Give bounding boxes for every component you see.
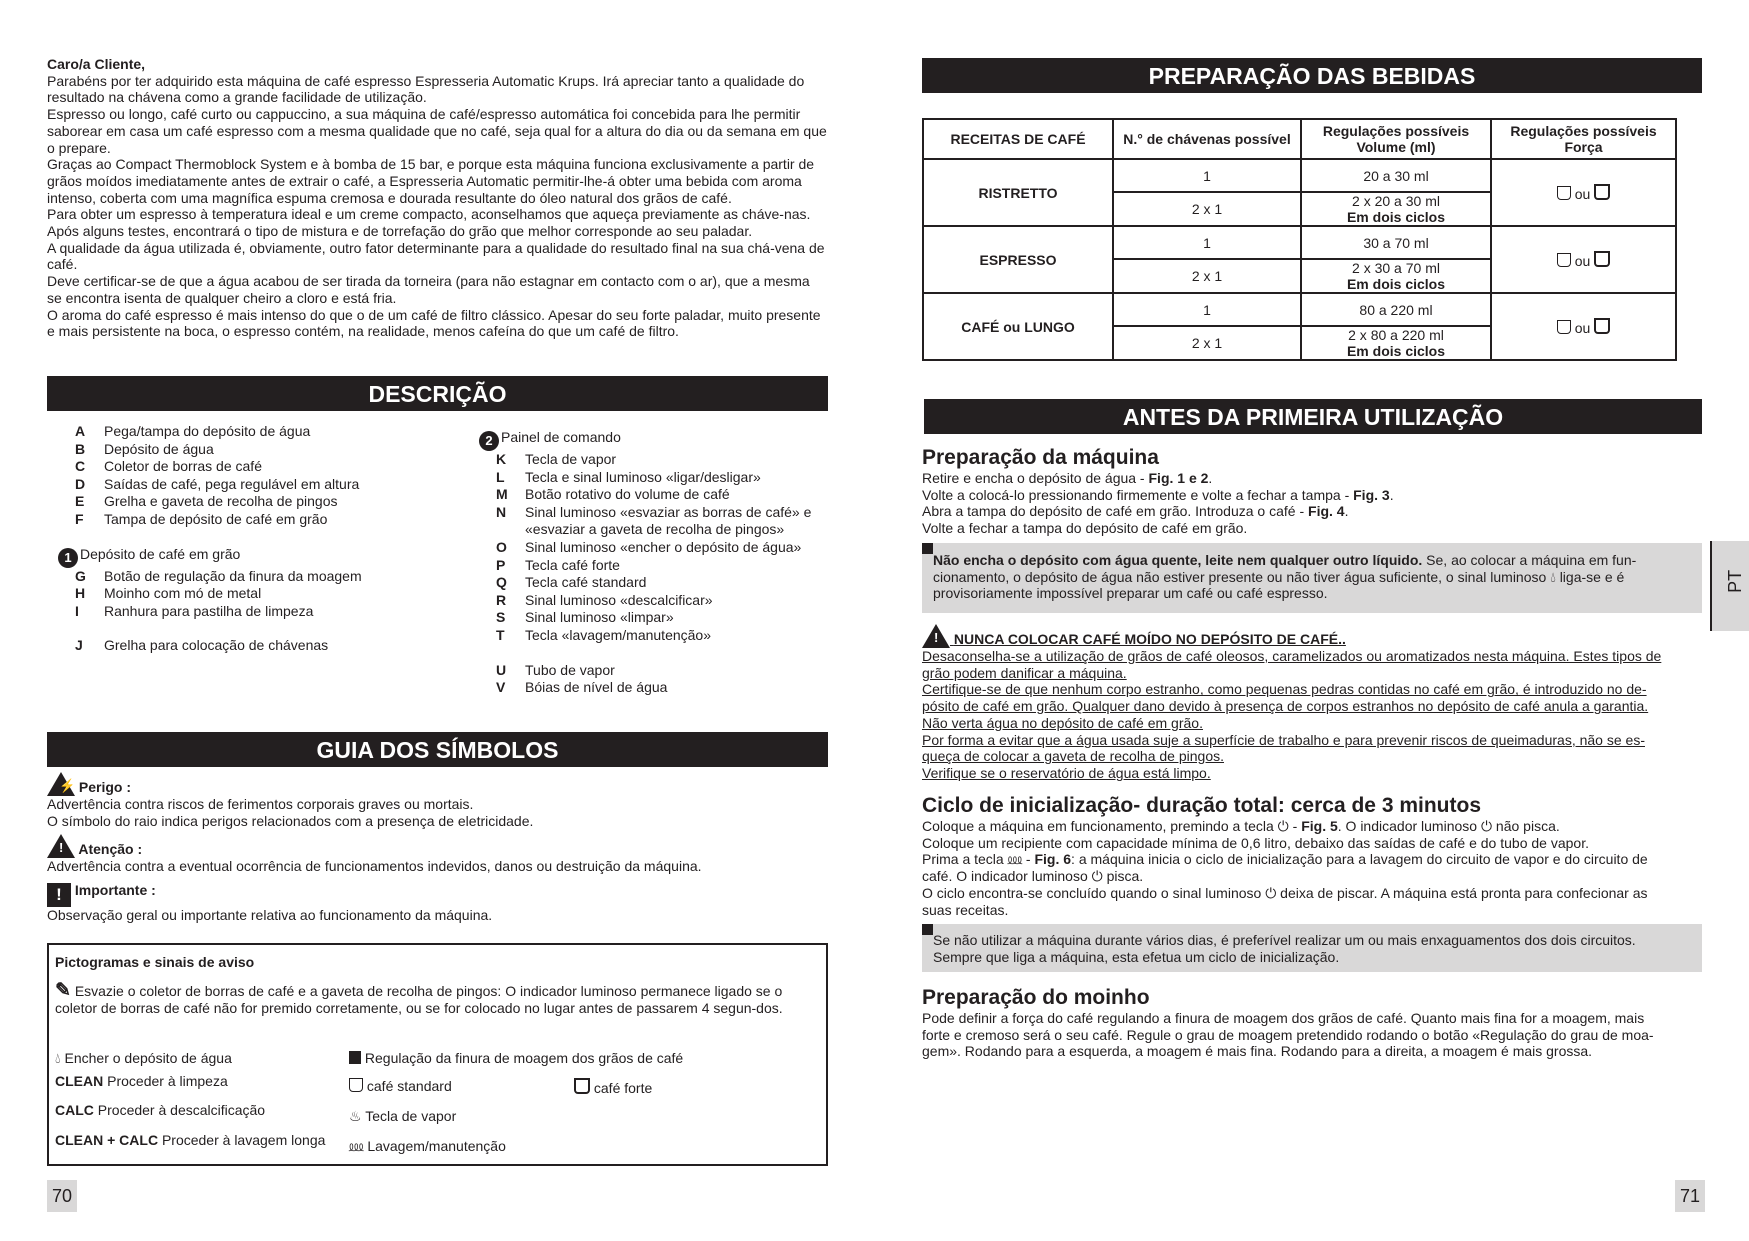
cup-strong-icon <box>1594 251 1610 267</box>
greeting: Caro/a Cliente, <box>47 56 146 72</box>
list-item: U Tubo de vapor <box>496 661 615 678</box>
table-row <box>923 159 1676 192</box>
warning-line: Verifique se o reservatório de água está limpo. <box>922 764 1211 781</box>
table-header: N.° de chávenas possível <box>1113 119 1301 159</box>
pictogramas-title: Pictogramas e sinais de aviso <box>55 954 255 970</box>
recipe-name: CAFÉ ou LUNGO <box>923 293 1113 360</box>
list-item: I Ranhura para pastilha de limpeza <box>75 602 314 619</box>
standard-row: café standard <box>349 1078 452 1095</box>
list-item: K Tecla de vapor <box>496 451 617 467</box>
instruction: O ciclo encontra-se concluído quando o sinal luminoso ⏻ deixa de piscar. A máquina está pronta para confecionar as <box>922 884 1648 901</box>
cup-strong-icon <box>1594 318 1610 334</box>
list-item: A Pega/tampa do depósito de água <box>75 423 311 439</box>
cups-cell: 2 x 1 <box>1113 259 1301 293</box>
clean-calc-row: CLEAN + CALC Proceder à lavagem longa <box>55 1132 326 1148</box>
language-tab <box>1710 541 1749 631</box>
instruction: café. O indicador luminoso ⏻ pisca. <box>922 868 1144 885</box>
list-item: P Tecla café forte <box>496 556 620 573</box>
nunca-section <box>922 624 1702 782</box>
lavagem-row: ⅏ Lavagem/manutenção <box>349 1138 506 1154</box>
intro-paragraph: Parabéns por ter adquirido esta máquina de café espresso Espresseria Automatic Krups. Irá apreciar tanto a qualidade do resultado na chávena como a grande facilidade de utilização. <box>47 72 805 106</box>
list-item: O Sinal luminoso «encher o depósito de água» <box>496 538 802 555</box>
force-cell: ou <box>1491 159 1676 226</box>
esvazie-text: ✎ Esvazie o coletor de borras de café e a gaveta de recolha de pingos: O indicador luminoso permanece ligado se o coletor de borras de café não for premido corretamente, ou se for colocado no lugar antes de passarem 4 segun-dos. <box>55 980 783 1016</box>
volume-cell: 2 x 80 a 220 ml Em dois ciclos <box>1301 326 1491 360</box>
descricao-col2 <box>479 429 839 697</box>
preparacao-maquina <box>922 446 1702 537</box>
intro-paragraph: Para obter um espresso à temperatura ideal e um creme compacto, aconselhamos que aqueça previamente as cháve-nas. Após alguns testes, encontrará o tipo de mistura e de torrefação do grão que melhor corresponde ao seu paladar. <box>47 206 811 240</box>
volume-cell: 20 a 30 ml <box>1301 159 1491 192</box>
calc-row: CALC Proceder à descalcificação <box>55 1102 266 1118</box>
warning-line: pósito de café em grão. Qualquer dano devido à presença de corpos estranhos no depósito de café anula a garantia. <box>922 698 1649 715</box>
cups-cell: 2 x 1 <box>1113 192 1301 226</box>
force-cell: ou <box>1491 226 1676 293</box>
cup-standard-icon <box>349 1078 363 1092</box>
regulacao-row: Regulação da finura de moagem dos grãos de café <box>349 1050 683 1067</box>
intro-paragraph: Graças ao Compact Thermoblock System e à bomba de 15 bar, e porque esta máquina funciona exclusivamente a partir de grãos moídos imediatamente antes de extrair o café, a Espresseria Automatic permitir-lhe-á obter uma bebida com aroma intenso, coberta com uma magnífica espuma cremosa e dourada resultante do óleo natural dos grãos de café. <box>47 156 815 206</box>
warning-line: grão podem danificar a máquina. <box>922 664 1127 681</box>
instruction: Coloque um recipiente com capacidade mínima de 0,6 litro, debaixo das saídas de café e do tubo de vapor. <box>922 834 1589 851</box>
preparacao-heading: PREPARAÇÃO DAS BEBIDAS <box>922 58 1702 93</box>
cups-cell: 2 x 1 <box>1113 326 1301 360</box>
volume-cell: 2 x 30 a 70 ml Em dois ciclos <box>1301 259 1491 293</box>
instruction: suas receitas. <box>922 901 1009 918</box>
list-item: B Depósito de água <box>75 440 214 457</box>
cup-strong-icon <box>574 1078 590 1094</box>
intro-paragraph: A qualidade da água utilizada é, obviamente, outro fator determinante para a qualidade do resultado final na sua chá-vena de café. <box>47 239 825 273</box>
cups-cell: 1 <box>1113 293 1301 326</box>
group1-number: 1 <box>58 548 78 568</box>
instruction: Retire e encha o depósito de água - Fig. 1 e 2. <box>922 470 1213 486</box>
lightning-warning-icon: ⚡ <box>47 772 75 796</box>
warning-line: queça de colocar a gaveta de recolha de pingos. <box>922 748 1224 765</box>
descricao-heading: DESCRIÇÃO <box>47 376 828 411</box>
importante-text: Observação geral ou importante relativa ao funcionamento da máquina. <box>47 907 493 924</box>
cups-cell: 1 <box>1113 159 1301 192</box>
vapor-row: ♨ Tecla de vapor <box>349 1108 457 1124</box>
cup-standard-icon <box>1557 186 1571 200</box>
section-title: Preparação do moinho <box>922 986 1150 1009</box>
cup-standard-icon <box>1557 320 1571 334</box>
parts-list-c <box>75 637 435 655</box>
list-item: C Coletor de borras de café <box>75 458 262 475</box>
list-item: J Grelha para colocação de chávenas <box>75 637 329 654</box>
descricao-col1 <box>64 423 435 655</box>
cups-cell: 1 <box>1113 226 1301 259</box>
instruction: Coloque a máquina em funcionamento, premindo a tecla ⏻ - Fig. 5. O indicador luminoso ⏻ não pisca. <box>922 818 1560 834</box>
empty-grounds-icon: ✎ <box>55 980 71 1001</box>
list-item: «esvaziar a gaveta de recolha de pingos» <box>525 521 785 538</box>
clean-row: CLEAN Proceder à limpeza <box>55 1073 228 1089</box>
perigo-text: Advertência contra riscos de ferimentos corporais graves ou mortais. <box>47 796 474 812</box>
list-item: E Grelha e gaveta de recolha de pingos <box>75 493 338 510</box>
warning-line: Não verta água no depósito de café em grão. <box>922 714 1203 731</box>
perigo-text: O símbolo do raio indica perigos relacionados com a presença de eletricidade. <box>47 812 534 829</box>
nunca-title: ! NUNCA COLOCAR CAFÉ MOÍDO NO DEPÓSITO DE CAFÉ.. <box>922 624 1702 648</box>
note-box-1 <box>922 543 1702 613</box>
list-item: D Saídas de café, pega regulável em altura <box>75 475 360 492</box>
encher-row: 💧︎ Encher o depósito de água <box>55 1050 232 1066</box>
table-header: Regulações possíveis Força <box>1491 119 1676 159</box>
antes-heading: ANTES DA PRIMEIRA UTILIZAÇÃO <box>924 399 1702 434</box>
table-header-row <box>923 119 1676 159</box>
note-box-2 <box>922 924 1702 972</box>
intro-paragraph: O aroma do café espresso é mais intenso do que o de um café de filtro clássico. Apesar do seu forte paladar, muito presente e mais persistente na boca, o espresso contém, na realidade, menos cafeína do que um café de filtro. <box>47 306 821 340</box>
list-item: R Sinal luminoso «descalcificar» <box>496 591 713 608</box>
list-item: Q Tecla café standard <box>496 574 647 591</box>
page-number: 70 <box>47 1180 77 1212</box>
force-cell: ou <box>1491 293 1676 360</box>
warning-line: Certifique-se de que nenhum corpo estranho, como pequenas pedras contidas no café em grão, é introduzido no de- <box>922 681 1647 698</box>
table-header: Regulações possíveis Volume (ml) <box>1301 119 1491 159</box>
instruction: gem». Rodando para a esquerda, a moagem é mais fina. Rodando para a direita, a moagem é mais grossa. <box>922 1043 1593 1060</box>
atencao-row: ! Atenção : <box>47 834 828 858</box>
instruction: forte e cremoso será o seu café. Regule o grau de moagem pretendido rodando o botão «Regulação do grau de moa- <box>922 1026 1654 1043</box>
moinho-section <box>922 986 1702 1060</box>
table-row <box>923 293 1676 326</box>
warning-line: Desaconselha-se a utilização de grãos de café oleosos, caramelizados ou aromatizados nesta máquina. Estes tipos de <box>922 648 1662 664</box>
parts-list-e <box>496 662 839 697</box>
group2-title: 2 Painel de comando <box>479 429 839 451</box>
water-tank-icon: 💧︎ <box>1550 568 1556 585</box>
list-item: M Botão rotativo do volume de café <box>496 486 730 503</box>
parts-list-d <box>496 451 839 645</box>
volume-cell: 30 a 70 ml <box>1301 226 1491 259</box>
grind-icon <box>349 1051 361 1064</box>
volume-cell: 2 x 20 a 30 ml Em dois ciclos <box>1301 192 1491 226</box>
instruction: Pode definir a força do café regulando a finura de moagem dos grãos de café. Quanto mais fina for a moagem, mais <box>922 1010 1645 1026</box>
warning-line: Por forma a evitar que a água usada suje a superfície de trabalho e para prevenir riscos de queimaduras, não se es- <box>922 731 1645 748</box>
recipe-name: RISTRETTO <box>923 159 1113 226</box>
recipe-name: ESPRESSO <box>923 226 1113 293</box>
importante-row: ! Importante : <box>47 882 828 907</box>
list-item: G Botão de regulação da finura da moagem <box>75 567 362 584</box>
instruction: Abra a tampa do depósito de café em grão. Introduza o café - Fig. 4. <box>922 503 1349 520</box>
warning-icon: ! <box>922 624 950 648</box>
forte-row: café forte <box>574 1078 652 1097</box>
intro-paragraph: Deve certificar-se de que a água acabou de ser tirada da torneira (para não estagnar em contacto com o ar), que a mesma se encontra isenta de qualquer cheiro a cloro e está fria. <box>47 273 810 306</box>
language-tab-label: PT <box>1725 569 1746 593</box>
parts-list-a <box>75 423 435 529</box>
recipes-table <box>922 118 1677 361</box>
warning-icon: ! <box>47 834 75 858</box>
list-item: T Tecla «lavagem/manutenção» <box>496 626 712 643</box>
list-item: N Sinal luminoso «esvaziar as borras de café» e <box>496 503 812 520</box>
power-icon: ⏻ <box>1277 818 1289 834</box>
note-text: Não encha o depósito com água quente, leite nem qualquer outro líquido. Se, ao colocar a máquina em fun- cionamento, o depósito de água não estiver presente ou não tiver água suficiente, o sinal luminoso 💧︎ liga-se e é provisoriamente impossível preparar um café ou café espresso. <box>933 552 1637 602</box>
table-header: RECEITAS DE CAFÉ <box>923 119 1113 159</box>
rinse-icon: ⅏ <box>1007 851 1023 868</box>
list-item: L Tecla e sinal luminoso «ligar/desligar» <box>496 468 761 485</box>
instruction: Volte a fechar a tampa do depósito de café em grão. <box>922 520 1248 537</box>
section-title: Ciclo de inicialização- duração total: cerca de 3 minutos <box>922 794 1481 817</box>
power-icon: ⏻ <box>1480 818 1493 834</box>
page-number: 71 <box>1675 1180 1705 1212</box>
note-marker-icon <box>922 924 933 935</box>
list-item: H Moinho com mó de metal <box>75 585 262 602</box>
parts-list-b <box>75 568 435 621</box>
pictogramas-box <box>47 943 828 1166</box>
list-item: V Bóias de nível de água <box>496 679 668 696</box>
section-title: Preparação da máquina <box>922 446 1159 469</box>
power-icon: ⏻ <box>1265 884 1277 901</box>
atencao-text: Advertência contra a eventual ocorrência de funcionamentos indevidos, danos ou destruição da máquina. <box>47 858 702 875</box>
note-marker-icon <box>922 543 933 554</box>
important-icon: ! <box>47 883 71 907</box>
simbolos-section <box>47 772 828 924</box>
list-item: F Tampa de depósito de café em grão <box>75 510 328 527</box>
table-row <box>923 226 1676 259</box>
simbolos-heading: GUIA DOS SÍMBOLOS <box>47 732 828 767</box>
intro-paragraph: Espresso ou longo, café curto ou cappuccino, a sua máquina de café/espresso automática foi concebida para lhe permitir saborear em casa um café espresso com a mesma qualidade que no café, seja qual for a altura do dia ou da semana em que o prepare. <box>47 106 827 156</box>
instruction: Volte a colocá-lo pressionando firmemente e volte a fechar a tampa - Fig. 3. <box>922 486 1394 503</box>
cup-standard-icon <box>1557 253 1571 267</box>
steam-icon: ♨ <box>349 1108 362 1124</box>
volume-cell: 80 a 220 ml <box>1301 293 1491 326</box>
note-text: Se não utilizar a máquina durante vários dias, é preferível realizar um ou mais enxaguamentos dos dois circuitos. Sempre que liga a máquina, esta efetua um ciclo de inicialização. <box>933 932 1636 965</box>
perigo-row: ⚡ Perigo : <box>47 772 828 796</box>
ciclo-section <box>922 794 1702 918</box>
water-tank-icon: 💧︎ <box>55 1050 61 1066</box>
intro <box>47 56 828 340</box>
rinse-icon: ⅏ <box>349 1138 364 1154</box>
cup-strong-icon <box>1594 184 1610 200</box>
group1-title: 1 Depósito de café em grão <box>58 546 435 568</box>
instruction: Prima a tecla ⅏ - Fig. 6: a máquina inicia o ciclo de inicialização para a lavagem do circuito de vapor e do circuito de <box>922 851 1648 868</box>
group2-number: 2 <box>479 431 499 451</box>
power-icon: ⏻ <box>1091 868 1103 885</box>
list-item: S Sinal luminoso «limpar» <box>496 609 674 626</box>
